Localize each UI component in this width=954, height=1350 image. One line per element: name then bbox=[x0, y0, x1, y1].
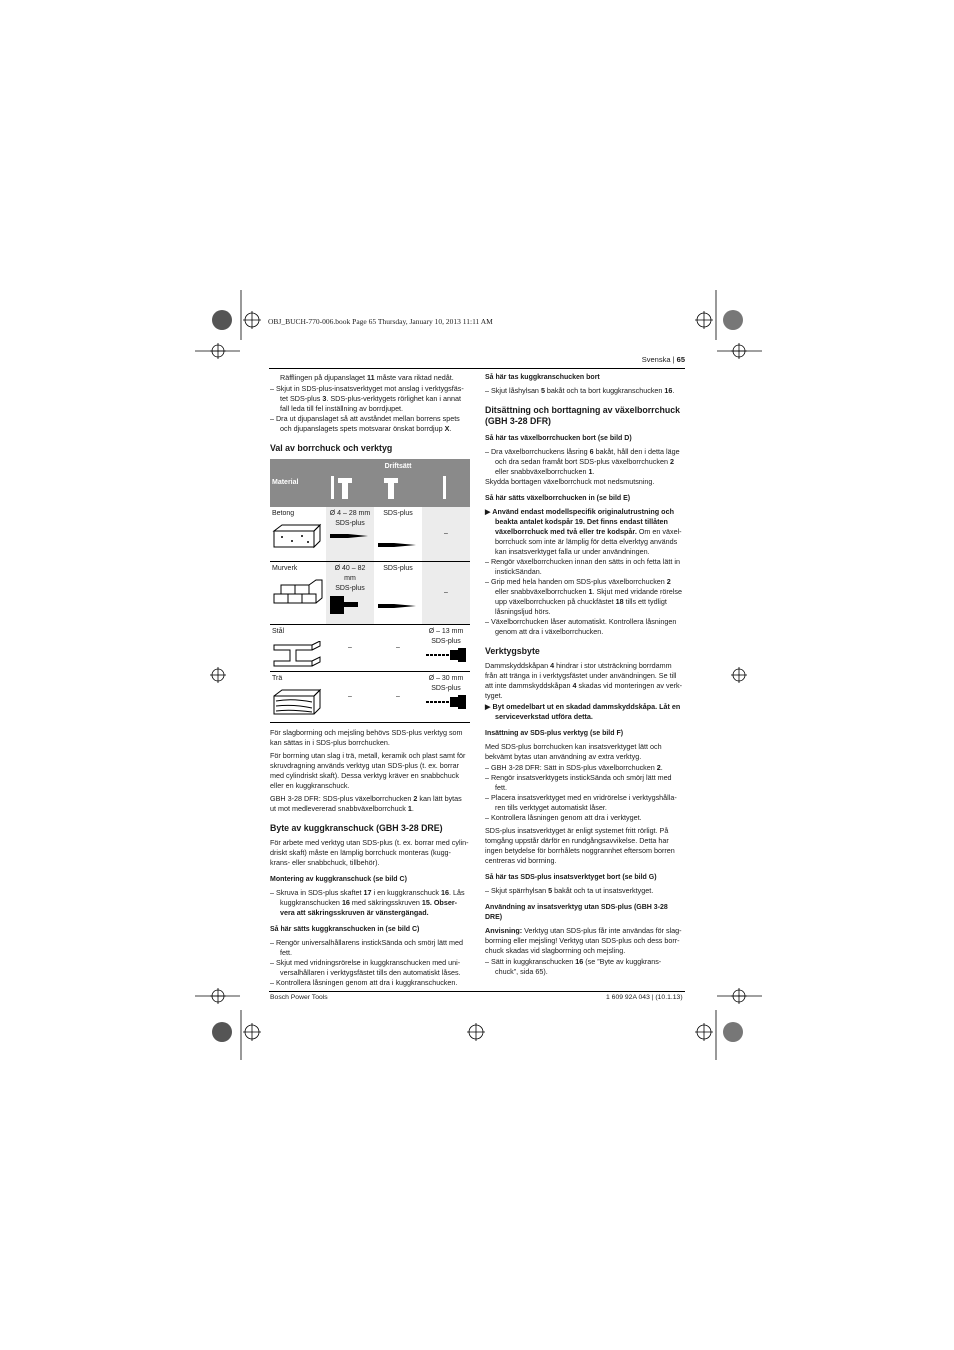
table-row bbox=[270, 672, 470, 723]
list-item: – Dra ut djupanslaget så att avståndet mellan borrens spets och djupanslagets spets motsvarar önskat borrdjup X. bbox=[270, 414, 460, 433]
paragraph: GBH 3-28 DFR: SDS-plus växelborrchucken 2 kan lätt bytas ut mot medlevererad snabbväxelborrchuck 1. bbox=[270, 794, 462, 813]
tool-table bbox=[270, 459, 470, 723]
list-item: – Dra växelborrchuckens låsring 6 bakåt, håll den i detta läge och dra sedan framåt bort SDS-plus växelborrchucken 2 eller snabbväxelborrchucken 1. bbox=[485, 447, 680, 476]
list-item: – Skruva in SDS-plus skaftet 17 i en kuggkranschuck 16. Lås kuggkranschucken 16 med säkringsskruven 15. Obser-vera att säkringsskruven är vänstergängad. bbox=[270, 888, 465, 917]
subsection-heading: Så här sätts växelborrchucken in (se bild E) bbox=[485, 495, 631, 502]
page-number: 65 bbox=[676, 355, 685, 364]
page-header bbox=[269, 351, 685, 369]
col-driftsatt: Driftsätt bbox=[326, 459, 470, 507]
mode-cell: Ø – 30 mm SDS-plus bbox=[422, 672, 470, 723]
mode-cell: – bbox=[374, 625, 422, 672]
table-row bbox=[270, 625, 470, 672]
core-bit-icon bbox=[328, 594, 372, 616]
mode-cell: – bbox=[326, 625, 374, 672]
subsection-heading: Så här tas kuggkranschucken bort bbox=[485, 374, 600, 381]
section-heading: Byte av kuggkranschuck (GBH 3-28 DRE) bbox=[270, 823, 443, 833]
operation-mode-icons bbox=[328, 472, 468, 500]
section-heading: Val av borrchuck och verktyg bbox=[270, 443, 393, 453]
list-item: – GBH 3-28 DFR: Sätt in SDS-plus växelborrchucken 2. bbox=[485, 763, 663, 772]
warning-item: ▶ Använd endast modellspecifik originalutrustning och beakta antalet kodspår 19. Det finns endast tillåten växelborrchuck med två eller tre kodspår. Om en växel-borrchuck som inte är lämplig för detta elverktyg används kan insatsverktyget falla ur under användningen. bbox=[485, 507, 682, 556]
list-item: – Kontrollera låsningen genom att dra i verktyget. bbox=[485, 813, 642, 822]
mode-cell: – bbox=[374, 672, 422, 723]
mode-cell: SDS-plus bbox=[374, 507, 422, 562]
table-row bbox=[270, 507, 470, 562]
list-item: – Grip med hela handen om SDS-plus växelborrchucken 2 eller snabbväxelborrchucken 1. Skjut med vridande rörelse upp växelborrchucken på chuckfästet 18 tills ett tydligt låsningsljud hörs. bbox=[485, 577, 682, 616]
subsection-heading: Så här tas SDS-plus insatsverktyget bort (se bild G) bbox=[485, 874, 657, 881]
list-item: – Växelborrchucken låser automatiskt. Kontrollera låsningen genom att dra i växelborrchucken. bbox=[485, 617, 677, 636]
mode-cell: SDS-plus bbox=[374, 562, 422, 625]
right-column bbox=[485, 373, 684, 977]
drill-chuck-icon bbox=[424, 647, 468, 663]
page-header-label bbox=[642, 355, 685, 364]
mode-cell: Ø 4 – 28 mm SDS-plus bbox=[326, 507, 374, 562]
paragraph: Med SDS-plus borrchucken kan insatsverktyget lätt och bekvämt bytas utan användning av extra verktyg. bbox=[485, 742, 662, 761]
list-item: – Skjut in SDS-plus-insatsverktyget mot anslag i verktygsfäs-tet SDS-plus 3. SDS-plus-verktygets rörlighet kan i annat fall leda till fel inställning av borrdjupet. bbox=[270, 384, 464, 413]
material-cell: Betong bbox=[270, 507, 326, 562]
paragraph: Anvisning: Verktyg utan SDS-plus får inte användas för slag-borrning eller mejsling! Verktyg utan SDS-plus och dess borr-chuck skadas vid slagborrning och mejsling. bbox=[485, 926, 682, 955]
drill-chuck-icon bbox=[424, 694, 468, 710]
chisel-icon bbox=[376, 519, 420, 549]
paragraph: Dammskyddskåpan 4 hindrar i stor utsträckning borrdamm från att tränga in i verktygsfästet under användningen. Se till att inte dammskyddskåpan 4 skadas vid monteringen av verk-tyget. bbox=[485, 661, 682, 700]
mode-cell: – bbox=[422, 507, 470, 562]
subsection-heading: Så här sätts kuggkranschucken in (se bild C) bbox=[270, 926, 420, 933]
paragraph: SDS-plus insatsverktyget är enligt systemet fritt rörligt. På tomgång uppstår därför en rundgångsavvikelse. Detta har ingen betydelse för borrhålets noggrannhet eftersom borren centreras vid borrning. bbox=[485, 826, 675, 865]
list-item: – Rengör insatsverktygets instickSända och smörj lätt med fett. bbox=[485, 773, 672, 792]
section-heading: Ditsättning och borttagning av växelborrchuck (GBH 3-28 DFR) bbox=[485, 405, 681, 426]
material-cell: Stål bbox=[270, 625, 326, 672]
paragraph: För arbete med verktyg utan SDS-plus (t. ex. borrar med cylin-driskt skaft) måste en lämplig borrchuck monteras (kugg-krans- eller snabbchuck, tillbehör). bbox=[270, 838, 469, 867]
paragraph: Skydda borttagen växelborrchuck mot nedsmutsning. bbox=[485, 477, 655, 486]
subsection-heading: Insättning av SDS-plus verktyg (se bild F) bbox=[485, 730, 624, 737]
chisel-icon bbox=[376, 574, 420, 614]
list-item: – Rengör universalhållarens instickSända och smörj lätt med fett. bbox=[270, 938, 463, 957]
paragraph: För borrning utan slag i trä, metall, keramik och plast samt för skruvdragning används verktyg utan SDS-plus (t. ex. borrar med cylindriskt skaft). Dessa verktyg kräver en snabbchuck eller en kuggkranschuck. bbox=[270, 751, 466, 790]
mode-cell: – bbox=[422, 562, 470, 625]
table-row bbox=[270, 562, 470, 625]
col-material: Material bbox=[270, 459, 326, 507]
list-item: – Kontrollera låsningen genom att dra i kuggkranschucken. bbox=[270, 978, 458, 987]
table-header-row bbox=[270, 459, 470, 507]
warning-item: ▶ Byt omedelbart ut en skadad dammskyddskåpa. Låt en serviceverkstad utföra detta. bbox=[485, 702, 681, 721]
footer-rule bbox=[269, 991, 685, 992]
list-item: – Sätt in kuggkranschucken 16 (se ”Byte av kuggkrans-chuck”, sida 65). bbox=[485, 957, 662, 976]
wood-icon bbox=[272, 688, 324, 716]
paragraph: För slagborrning och mejsling behövs SDS-plus verktyg som kan sättas in i SDS-plus borrchucken. bbox=[270, 728, 463, 747]
header-separator: | bbox=[672, 355, 675, 364]
section-heading: Verktygsbyte bbox=[485, 646, 540, 656]
list-item: – Placera insatsverktyget med en vridrörelse i verktygshålla-ren tills verktyget automatiskt låser. bbox=[485, 793, 677, 812]
paragraph: Räfflingen på djupanslaget 11 måste vara riktad nedåt. bbox=[280, 373, 454, 382]
masonry-icon bbox=[272, 578, 324, 606]
section-name: Svenska bbox=[641, 355, 671, 364]
left-column bbox=[270, 373, 469, 988]
subsection-heading: Användning av insatsverktyg utan SDS-plus (GBH 3-28 DRE) bbox=[485, 904, 668, 921]
mode-cell: Ø – 13 mm SDS-plus bbox=[422, 625, 470, 672]
list-item: – Skjut med vridningsrörelse in kuggkranschucken med uni-versalhållaren i verktygsfästet tills den automatiskt låses. bbox=[270, 958, 461, 977]
drill-bit-icon bbox=[328, 529, 372, 543]
subsection-heading: Så här tas växelborrchucken bort (se bild D) bbox=[485, 435, 632, 442]
concrete-icon bbox=[272, 523, 322, 549]
list-item: – Skjut spärrhylsan 5 bakåt och ta ut insatsverktyget. bbox=[485, 886, 654, 895]
print-header: OBJ_BUCH-770-006.book Page 65 Thursday, January 10, 2013 11:11 AM bbox=[268, 317, 493, 326]
list-item: – Rengör växelborrchucken innan den sätts in och fetta lätt in instickSändan. bbox=[485, 557, 680, 576]
mode-cell: – bbox=[326, 672, 374, 723]
footer-docnumber: 1 609 92A 043 | (10.1.13) bbox=[606, 994, 683, 1001]
material-cell: Murverk bbox=[270, 562, 326, 625]
subsection-heading: Montering av kuggkranschuck (se bild C) bbox=[270, 876, 407, 883]
footer-brand: Bosch Power Tools bbox=[270, 994, 328, 1001]
mode-cell: Ø 40 – 82 mm SDS-plus bbox=[326, 562, 374, 625]
list-item: – Skjut låshylsan 5 bakåt och ta bort kuggkranschucken 16. bbox=[485, 386, 675, 395]
material-cell: Trä bbox=[270, 672, 326, 723]
steel-icon bbox=[272, 641, 324, 669]
